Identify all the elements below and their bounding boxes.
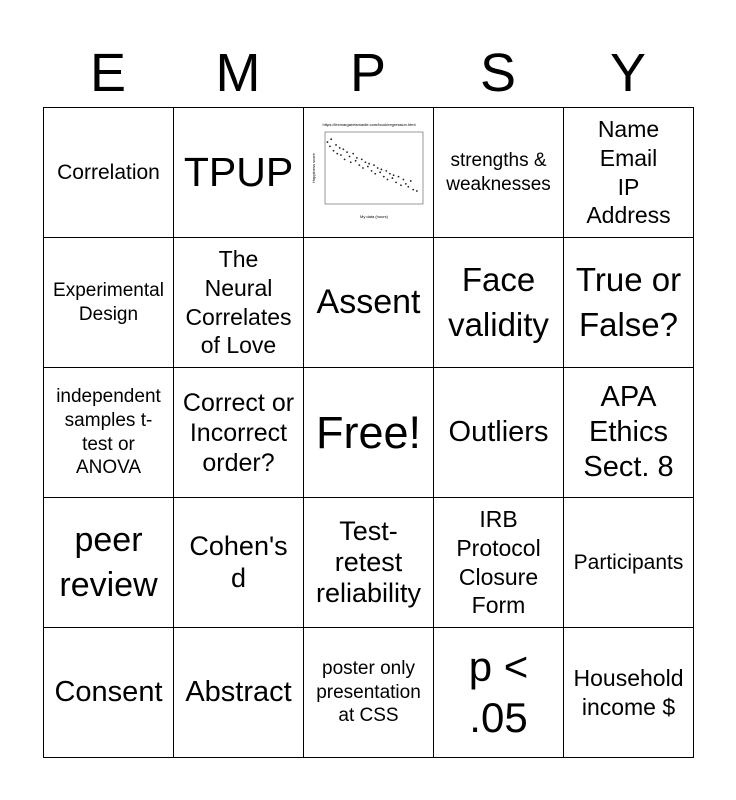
scatter-point: [409, 180, 411, 182]
scatter-point: [329, 145, 331, 147]
cell-label: Experimental Design: [53, 279, 164, 325]
cell-label: Correct or Incorrect order?: [182, 388, 295, 477]
bingo-cell-r2c5[interactable]: [564, 238, 694, 368]
scatter-point: [342, 148, 344, 150]
cell-label: Household income $: [573, 664, 684, 720]
scatter-point: [374, 172, 376, 174]
scatter-point: [343, 158, 345, 160]
bingo-cell-r3c4[interactable]: [434, 368, 564, 498]
scatter-point: [348, 155, 350, 157]
header-letter-s: S: [479, 43, 517, 103]
bingo-cell-r2c2[interactable]: [174, 238, 304, 368]
scatter-point: [330, 138, 332, 140]
cell-label: Outliers: [448, 416, 549, 449]
scatter-point: [392, 174, 394, 176]
scatter-point: [404, 182, 406, 184]
cell-label: p < .05: [468, 643, 529, 741]
bingo-cell-r1c5[interactable]: [564, 108, 694, 238]
scatter-point: [340, 154, 342, 156]
scatter-point: [376, 167, 378, 169]
bingo-board: [43, 107, 694, 758]
bingo-cell-r5c2[interactable]: [174, 628, 304, 758]
bingo-cell-r4c4[interactable]: [434, 498, 564, 628]
cell-label: TPUP: [183, 149, 294, 195]
header-letter-e: E: [89, 43, 127, 103]
header-letter-y: Y: [609, 43, 647, 103]
scatter-point: [412, 188, 414, 190]
bingo-cell-r2c3[interactable]: [304, 238, 434, 368]
bingo-cell-r5c4[interactable]: [434, 628, 564, 758]
scatter-point: [352, 152, 354, 154]
bingo-cell-r3c3[interactable]: [304, 368, 434, 498]
bingo-cell-r4c5[interactable]: [564, 498, 694, 628]
scatter-point: [362, 167, 364, 169]
scatter-points: [326, 138, 417, 192]
bingo-cell-r1c2[interactable]: [174, 108, 304, 238]
cell-label: strengths & weaknesses: [446, 149, 551, 195]
bingo-cell-r1c3[interactable]: [304, 108, 434, 238]
cell-label: Face validity: [448, 260, 549, 343]
cell-label: IRB Protocol Closure Form: [456, 506, 541, 619]
scatter-point: [397, 175, 399, 177]
scatter-point: [391, 177, 393, 179]
bingo-cell-r4c1[interactable]: [44, 498, 174, 628]
bingo-cell-r1c1[interactable]: [44, 108, 174, 238]
scatter-point: [373, 164, 375, 166]
scatter-point: [335, 144, 337, 146]
header-letter-p: P: [349, 43, 387, 103]
scatter-point: [368, 162, 370, 164]
bingo-cell-r4c3[interactable]: [304, 498, 434, 628]
cell-label: peer review: [59, 521, 158, 604]
cell-label: Participants: [573, 550, 684, 574]
scatter-point: [382, 175, 384, 177]
scatter-point: [380, 168, 382, 170]
scatter-point: [349, 161, 351, 163]
scatter-point: [358, 164, 360, 166]
scatter-plot-frame: [325, 132, 423, 204]
scatter-point: [354, 159, 356, 161]
cell-label: True or False?: [575, 260, 682, 343]
cell-label: Free!: [315, 406, 422, 458]
scatter-point: [370, 169, 372, 171]
scatter-point: [402, 178, 404, 180]
scatter-point: [366, 165, 368, 167]
scatter-point: [407, 185, 409, 187]
bingo-cell-r3c2[interactable]: [174, 368, 304, 498]
bingo-cell-r5c3[interactable]: [304, 628, 434, 758]
header-letter-m: M: [215, 43, 261, 103]
scatter-y-axis-label: Happiness score: [310, 152, 316, 183]
cell-label: APA Ethics Sect. 8: [583, 381, 674, 483]
cell-label: Assent: [316, 283, 421, 322]
scatter-point: [364, 161, 366, 163]
scatter-point: [336, 152, 338, 154]
cell-label: Test- retest reliability: [315, 515, 422, 609]
bingo-cell-r2c1[interactable]: [44, 238, 174, 368]
scatter-x-axis-label: My data (hours): [359, 213, 388, 219]
scatter-point: [415, 190, 417, 192]
scatter-point: [389, 172, 391, 174]
scatter-plot-svg: [309, 118, 429, 228]
bingo-cell-r5c5[interactable]: [564, 628, 694, 758]
bingo-cell-r5c1[interactable]: [44, 628, 174, 758]
bingo-cell-r3c5[interactable]: [564, 368, 694, 498]
scatter-point: [338, 146, 340, 148]
cell-label: independent samples t- test or ANOVA: [56, 386, 161, 479]
scatter-point: [346, 151, 348, 153]
scatter-point: [355, 157, 357, 159]
scatter-point: [395, 181, 397, 183]
scatter-point: [386, 178, 388, 180]
cell-label: Correlation: [57, 160, 160, 184]
cell-label: Name Email IP Address: [586, 116, 671, 229]
cell-label: Consent: [54, 676, 163, 709]
scatter-point: [400, 184, 402, 186]
scatter-point: [332, 149, 334, 151]
scatter-point: [326, 141, 328, 143]
scatter-url-caption: https://lexmargaretsmadle.com/book/regression.html: [322, 121, 415, 127]
scatter-plot-image: [309, 118, 429, 228]
bingo-cell-r2c4[interactable]: [434, 238, 564, 368]
scatter-point: [360, 158, 362, 160]
cell-label: The Neural Correlates of Love: [185, 246, 292, 359]
cell-label: poster only presentation at CSS: [316, 657, 421, 727]
scatter-point: [379, 171, 381, 173]
bingo-cell-r3c1[interactable]: [44, 368, 174, 498]
bingo-header: [43, 40, 693, 106]
bingo-cell-r1c4[interactable]: [434, 108, 564, 238]
bingo-cell-r4c2[interactable]: [174, 498, 304, 628]
cell-label: Cohen's d: [189, 531, 288, 593]
cell-label: Abstract: [185, 676, 292, 709]
scatter-point: [385, 169, 387, 171]
